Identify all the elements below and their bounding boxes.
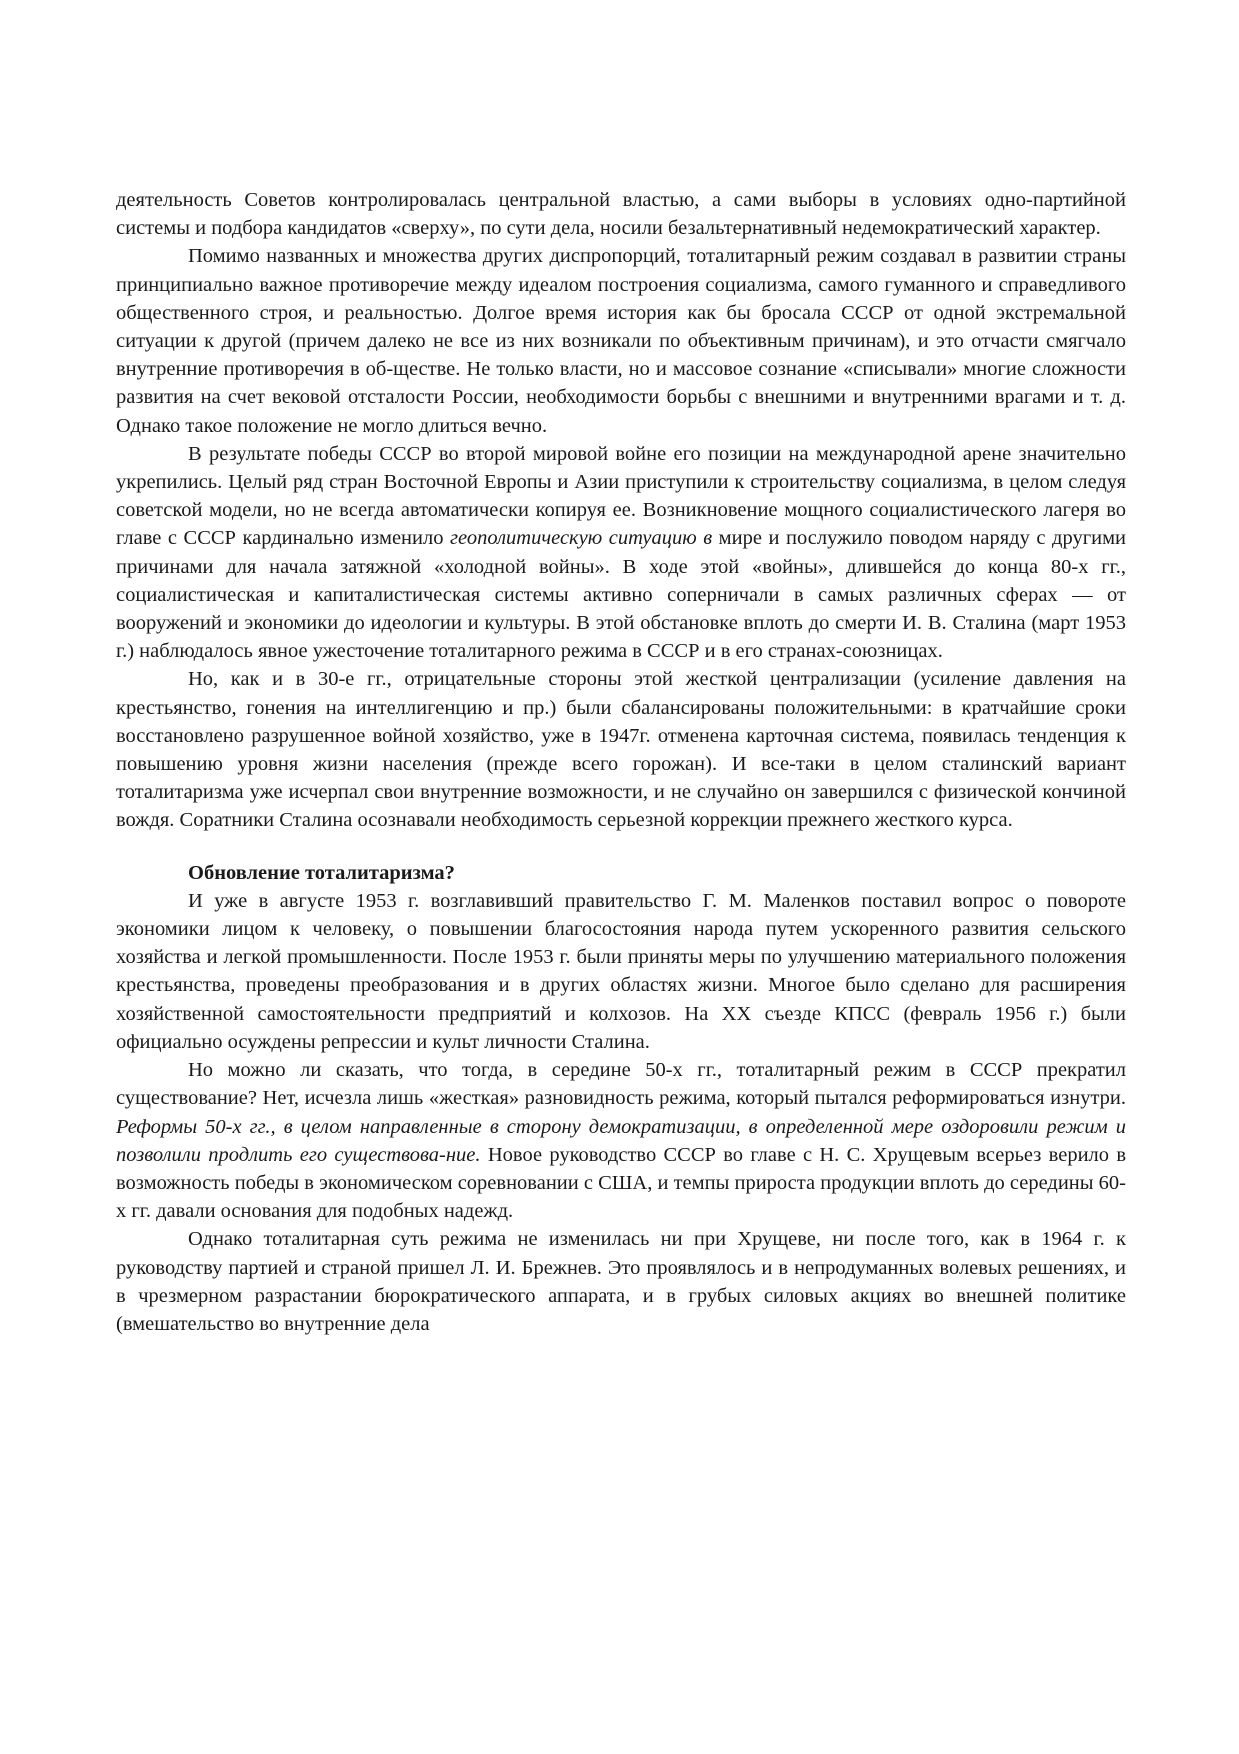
paragraph-centralization: Но, как и в 30-е гг., отрицательные стороны этой жесткой централизации (усиление давления на крестьянство, гонения на интеллигенцию и пр.) были сбалансированы положительными: в кратчайшие сроки восстановлено разрушенное войной хозяйство, уже в 1947г. отменена карточная система, появилась тенденция к повышению уровня жизни населения (прежде всего горожан). И все-таки в целом сталинский вариант тоталитаризма уже исчерпал свои внутренние возможности, и не случайно он завершился с физической кончиной вождя. Соратники Сталина осознавали необходимость серьезной коррекции прежнего жесткого курса. bbox=[116, 668, 1126, 832]
paragraph-reforms bbox=[116, 1056, 1126, 1225]
paragraph-contradictions: Помимо названных и множества других диспропорций, тоталитарный режим создавал в развитии страны принципиально важное противоречие между идеалом построения социализма, самого гуманного и справедливого общественного строя, и реальностью. Долгое время история как бы бросала СССР от одной экстремальной ситуации к другой (причем далеко не все из них возникали по объективным причинам), и это отчасти смягчало внутренние противоречия в об-ществе. Не только власти, но и массовое сознание «списывали» многие сложности развития на счет вековой отсталости России, необходимости борьбы с внешними и внутренними врагами и т. д. Однако такое положение не могло длиться вечно. bbox=[116, 245, 1126, 437]
paragraph-post-war-part1: В результате победы СССР во второй мировой войне его позиции на международной арене значительно укрепились. Целый ряд стран Восточной Европы и Азии приступили к строительству социализма, в целом следуя советской модели, но не всегда автоматически копируя ее. Возникновение мощного социалистического лагеря во главе с СССР кардинально изменило bbox=[116, 442, 1126, 550]
paragraph-post-war-emphasis: геополитическую ситуацию в bbox=[450, 527, 713, 550]
paragraph-reforms-part1: Но можно ли сказать, что тогда, в середине 50-х гг., тоталитарный режим в СССР прекратил существование? Нет, исчезла лишь «жесткая» разновидность режима, который пытался реформироваться изнутри. bbox=[116, 1059, 1126, 1110]
paragraph-post-war-part2: мире и послужило поводом наряду с другими причинами для начала затяжной «холодной войны». В ходе этой «войны», длившейся до конца 80-х гг., социалистическая и капиталистическая системы активно соперничали в самых различных сферах — от вооружений и экономики до идеологии и культуры. В этой обстановке вплоть до смерти И. В. Сталина (март 1953 г.) наблюдалось явное ужесточение тоталитарного режима в СССР и в его странах-союзницах. bbox=[116, 527, 1127, 663]
paragraph-brezhnev: Однако тоталитарная суть режима не изменилась ни при Хрущеве, ни после того, как в 1964 г. к руководству партией и страной пришел Л. И. Брежнев. Это проявлялось и в непродуманных волевых решениях, и в чрезмерном разрастании бюрократического аппарата, и в грубых силовых акциях во внешней политике (вмешательство во внутренние дела bbox=[116, 1228, 1126, 1335]
paragraph-reforms-emphasis: Реформы 50-х гг., в целом направленные в сторону демократизации, в определенной мере оздоровили режим и позволили продлить его существова-ние. bbox=[116, 1115, 1126, 1166]
paragraph-continuation: деятельность Советов контролировалась центральной властью, а сами выборы в условиях одно-партийной системы и подбора кандидатов «сверху», по сути дела, носили безальтернативный недемократический характер. bbox=[116, 189, 1126, 240]
paragraph-reforms-part2: Новое руководство СССР во главе с Н. С. Хрущевым всерьез верило в возможность победы в экономическом соревновании с США, и темпы прироста продукции вплоть до середины 60-х гг. давали основания для подобных надежд. bbox=[116, 1143, 1127, 1223]
document-body bbox=[116, 186, 1126, 1338]
paragraph-malenkov: И уже в августе 1953 г. возглавивший правительство Г. М. Маленков поставил вопрос о повороте экономики лицом к человеку, о повышении благосостояния народа путем ускоренного развития сельского хозяйства и легкой промышленности. После 1953 г. были приняты меры по улучшению материального положения крестьянства, проведены преобразования и в других областях жизни. Многое было сделано для расширения хозяйственной самостоятельности предприятий и колхозов. На XX съезде КПСС (февраль 1956 г.) были официально осуждены репрессии и культ личности Сталина. bbox=[116, 889, 1126, 1053]
paragraph-post-war bbox=[116, 440, 1126, 666]
section-heading: Обновление тоталитаризма? bbox=[188, 861, 455, 884]
